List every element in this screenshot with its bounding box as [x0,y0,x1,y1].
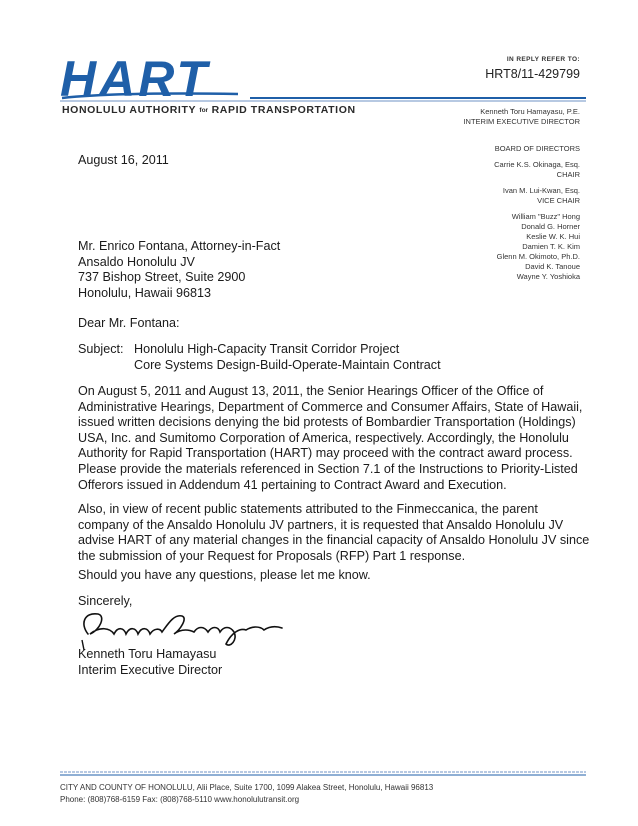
signer-title: Interim Executive Director [78,663,223,677]
letter-date: August 16, 2011 [78,153,169,167]
board-member: Donald G. Horner [521,222,580,231]
paragraph-2 [78,502,598,564]
board-member: William "Buzz" Hong [511,212,580,221]
hart-logo: HART [60,51,210,107]
director-block [463,107,580,127]
footer-address: CITY AND COUNTY OF HONOLULU, Alii Place, Suite 1700, 1099 Alakea Street, Honolulu, Hawaii 96813 [60,783,434,792]
paragraph-line: Administrative Hearings, Department of Commerce and Consumer Affairs, State of Hawaii, [78,399,583,414]
subject-label: Subject: [78,342,124,356]
subject-text [134,342,441,373]
address-line: Honolulu, Hawaii 96813 [78,285,212,300]
signer-name: Kenneth Toru Hamayasu [78,647,217,661]
recipient-address [78,239,280,301]
handwritten-signature [70,604,300,652]
paragraph-3: Should you have any questions, please let me know. [78,568,371,582]
subject-line: Core Systems Design-Build-Operate-Maintain Contract [134,357,441,372]
director-title: INTERIM EXECUTIVE DIRECTOR [463,117,580,126]
paragraph-line: USA, Inc. and Sumitomo Corporation of America, respectively. Accordingly, the Honolulu [78,430,569,445]
paragraph-line: Authority for Rapid Transportation (HART) may proceed with the contract award process. [78,446,573,461]
paragraph-line: On August 5, 2011 and August 13, 2011, the Senior Hearings Officer of the Office of [78,384,544,398]
agency-name: HONOLULU AUTHORITY for RAPID TRANSPORTATION [62,104,356,116]
subject-line: Honolulu High-Capacity Transit Corridor Project [134,342,400,356]
board-member: David K. Tanoue [525,262,580,271]
closing: Sincerely, [78,594,133,608]
letterhead-divider [60,96,586,102]
board-member: Glenn M. Okimoto, Ph.D. [496,252,580,261]
paragraph-line: issued written decisions denying the bid protests of Bombardier Transportation (Holdings) [78,415,576,430]
vice-chair-name: Ivan M. Lui-Kwan, Esq. [502,186,580,195]
board-heading: BOARD OF DIRECTORS [494,144,580,153]
vice-chair-title: VICE CHAIR [537,196,580,205]
paragraph-line: advise HART of any material changes in the financial capacity of Ansaldo Honolulu JV since [78,533,590,548]
salutation: Dear Mr. Fontana: [78,316,180,330]
paragraph-line: Also, in view of recent public statements attributed to the Finmeccanica, the parent [78,502,538,516]
board-member: Keslie W. K. Hui [526,232,580,241]
footer-contact: Phone: (808)768-6159 Fax: (808)768-5110 www.honolulutransit.org [60,795,300,804]
board-block [494,144,580,282]
director-name: Kenneth Toru Hamayasu, P.E. [480,107,580,116]
address-line: Ansaldo Honolulu JV [78,254,195,269]
reply-label: IN REPLY REFER TO: [506,56,580,63]
chair-title: CHAIR [556,170,580,179]
paragraph-line: Offerors issued in Addendum 41 pertaining to Contract Award and Execution. [78,477,507,492]
address-line: 737 Bishop Street, Suite 2900 [78,270,246,285]
board-member: Damien T. K. Kim [522,242,580,251]
paragraph-1 [78,384,598,493]
address-line: Mr. Enrico Fontana, Attorney-in-Fact [78,239,281,253]
board-member: Wayne Y. Yoshioka [516,272,580,281]
footer-divider [60,770,586,776]
reply-reference-number: HRT8/11-429799 [485,67,580,81]
paragraph-line: company of the Ansaldo Honolulu JV partners, it is requested that Ansaldo Honolulu JV [78,517,564,532]
paragraph-line: Please provide the materials referenced in Section 7.1 of the Instructions to Priority-Listed [78,461,578,476]
chair-name: Carrie K.S. Okinaga, Esq. [494,160,580,169]
paragraph-line: the submission of your Request for Proposals (RFP) Part 1 response. [78,548,466,563]
